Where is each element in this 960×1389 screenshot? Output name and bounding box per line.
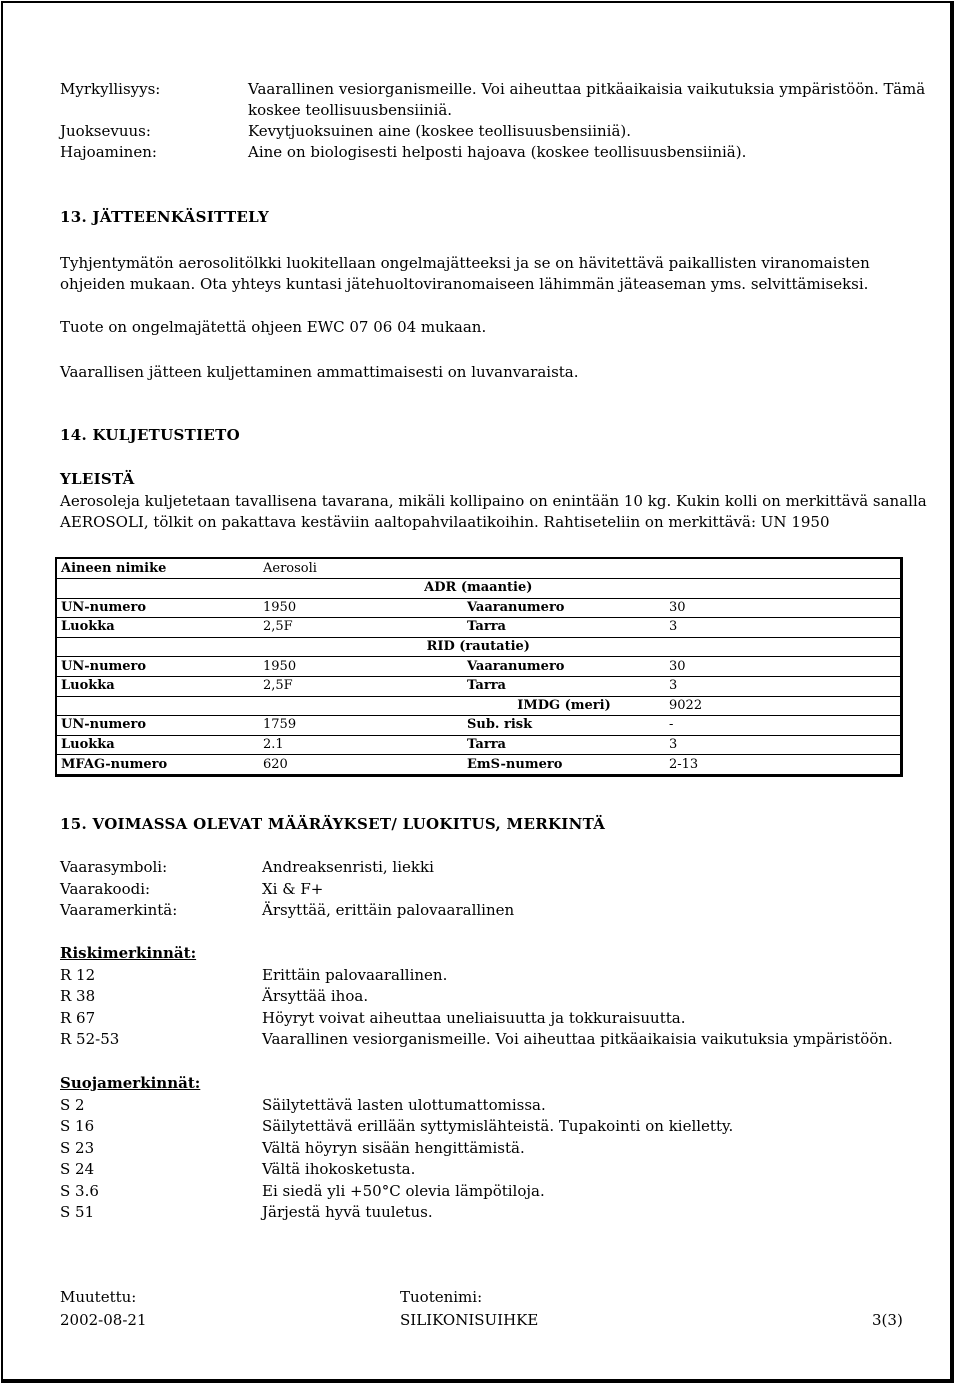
section-13-paragraph-3: Vaarallisen jätteen kuljettaminen ammattimaisesti on luvanvaraista.: [60, 363, 579, 381]
table-cell-value: -: [665, 716, 901, 736]
safety-text: Ei siedä yli +50°C olevia lämpötiloja.: [262, 1181, 545, 1200]
safety-code: S 3.6: [60, 1181, 99, 1200]
table-section-title: IMDG (meri): [463, 696, 665, 716]
table-cell-label: Luokka: [56, 676, 259, 696]
table-row: [56, 579, 901, 599]
table-cell-label: UN-numero: [56, 657, 259, 677]
table-row: [56, 618, 901, 638]
table-row: [56, 716, 901, 736]
risk-code: R 52-53: [60, 1030, 120, 1048]
transport-table: [55, 557, 903, 777]
table-cell-value: Aerosoli: [259, 558, 901, 579]
table-section-title: RID (rautatie): [56, 637, 901, 657]
hazard-label: Vaarasymboli:: [60, 858, 168, 876]
ecology-value: Kevytjuoksuinen aine (koskee teollisuusbensiiniä).: [248, 122, 632, 140]
table-row: [56, 735, 901, 755]
table-cell-label: Vaaranumero: [463, 598, 665, 618]
risk-codes: [60, 943, 196, 1051]
table-cell-label: EmS-numero: [463, 755, 665, 776]
table-cell-label: Tarra: [463, 618, 665, 638]
table-cell-label: MFAG-numero: [56, 755, 259, 776]
section-13-title: 13. JÄTTEENKÄSITTELY: [60, 208, 270, 226]
table-cell-label: Aineen nimike: [56, 558, 259, 579]
ecology-value: Vaarallinen vesiorganismeille. Voi aiheuttaa pitkäaikaisia vaikutuksia ympäristöön. Tämä: [248, 80, 926, 98]
ecology-label: Hajoaminen:: [60, 143, 157, 161]
safety-code: S 51: [60, 1203, 95, 1221]
table-cell-label: Luokka: [56, 735, 259, 755]
safety-text: Vältä höyryn sisään hengittämistä.: [262, 1138, 525, 1157]
hazard-label: Vaaramerkintä:: [60, 901, 178, 919]
safety-text: Järjestä hyvä tuuletus.: [262, 1203, 433, 1221]
footer-changed-date: 2002-08-21: [60, 1311, 147, 1329]
risk-text: Höyryt voivat aiheuttaa uneliaisuutta ja tokkuraisuutta.: [262, 1008, 686, 1027]
ecology-values: [248, 79, 926, 163]
safety-texts: [262, 1095, 733, 1224]
table-cell-value: 3: [665, 618, 901, 638]
table-row: [56, 676, 901, 696]
footer-product-name: SILIKONISUIHKE: [400, 1311, 539, 1329]
risk-text: Ärsyttää ihoa.: [262, 987, 369, 1005]
table-cell-label: Tarra: [463, 676, 665, 696]
hazard-labels: [60, 857, 177, 922]
table-row: [56, 696, 901, 716]
table-cell-label: Tarra: [463, 735, 665, 755]
footer-product-label: Tuotenimi:: [400, 1288, 483, 1306]
table-row: [56, 558, 901, 579]
footer-changed: [60, 1286, 146, 1332]
hazard-value: Andreaksenristi, liekki: [262, 858, 434, 876]
table-section-title: ADR (maantie): [56, 579, 901, 599]
section-14-paragraph: [60, 491, 927, 533]
section-14-title: 14. KULJETUSTIETO: [60, 426, 240, 444]
hazard-label: Vaarakoodi:: [60, 879, 151, 898]
risk-code: R 38: [60, 987, 96, 1005]
risk-text: Erittäin palovaarallinen.: [262, 965, 448, 984]
section-14-subtitle: YLEISTÄ: [60, 470, 135, 488]
paragraph-line: AEROSOLI, tölkit on pakattava kestäviin aaltopahvilaatikoihin. Rahtiseteliin on merkittävä: UN 1950: [60, 513, 830, 531]
safety-text: Vältä ihokosketusta.: [262, 1160, 416, 1178]
risk-code: R 12: [60, 965, 96, 984]
table-cell-value: 2,5F: [259, 676, 463, 696]
paragraph-line: ohjeiden mukaan. Ota yhteys kuntasi jätehuoltoviranomaiseen lähimmän jäteaseman yms. selvittämiseksi.: [60, 275, 869, 293]
section-13-paragraph-2: Tuote on ongelmajätettä ohjeen EWC 07 06 04 mukaan.: [60, 318, 487, 336]
table-row: [56, 755, 901, 776]
table-cell-value: 2,5F: [259, 618, 463, 638]
table-row: [56, 637, 901, 657]
risk-texts: [262, 965, 893, 1051]
footer-product: [400, 1286, 538, 1332]
ecology-label: Juoksevuus:: [60, 122, 151, 140]
risk-text: Vaarallinen vesiorganismeille. Voi aiheuttaa pitkäaikaisia vaikutuksia ympäristöön.: [262, 1030, 893, 1048]
table-cell-label: Vaaranumero: [463, 657, 665, 677]
table-cell-value: 2-13: [665, 755, 901, 776]
table-cell-value: 3: [665, 676, 901, 696]
ecology-value: koskee teollisuusbensiiniä.: [248, 101, 453, 119]
table-cell-value: 1950: [259, 598, 463, 618]
section-15-title: 15. VOIMASSA OLEVAT MÄÄRÄYKSET/ LUOKITUS, MERKINTÄ: [60, 815, 606, 833]
paragraph-line: Aerosoleja kuljetetaan tavallisena tavarana, mikäli kollipaino on enintään 10 kg. Kukin kolli on merkittävä sanalla: [60, 492, 927, 510]
section-13-paragraph-1: [60, 253, 910, 295]
hazard-value: Xi & F+: [262, 879, 324, 898]
safety-code: S 2: [60, 1095, 85, 1114]
safety-heading: Suojamerkinnät:: [60, 1074, 201, 1092]
ecology-label: Myrkyllisyys:: [60, 80, 161, 98]
table-cell-value: 620: [259, 755, 463, 776]
table-cell-value: 1759: [259, 716, 463, 736]
table-row: [56, 598, 901, 618]
table-cell-label: Sub. risk: [463, 716, 665, 736]
safety-text: Säilytettävä erillään syttymislähteistä. Tupakointi on kielletty.: [262, 1117, 734, 1135]
table-cell-value: 30: [665, 598, 901, 618]
safety-text: Säilytettävä lasten ulottumattomissa.: [262, 1095, 546, 1114]
table-cell-value: 3: [665, 735, 901, 755]
safety-code: S 16: [60, 1117, 95, 1135]
table-cell-value: 2.1: [259, 735, 463, 755]
ecology-labels: [60, 79, 250, 163]
table-cell-value: 1950: [259, 657, 463, 677]
table-row: [56, 657, 901, 677]
table-cell-label: UN-numero: [56, 598, 259, 618]
table-cell-label: Luokka: [56, 618, 259, 638]
risk-heading: Riskimerkinnät:: [60, 944, 197, 962]
safety-code: S 24: [60, 1160, 95, 1178]
table-cell-label: UN-numero: [56, 716, 259, 736]
safety-codes: [60, 1073, 200, 1224]
footer-page-number: 3(3): [872, 1311, 903, 1329]
safety-code: S 23: [60, 1138, 95, 1157]
risk-code: R 67: [60, 1008, 96, 1027]
footer-changed-label: Muutettu:: [60, 1288, 137, 1306]
hazard-value: Ärsyttää, erittäin palovaarallinen: [262, 901, 515, 919]
hazard-values: [262, 857, 514, 922]
table-cell-value: 30: [665, 657, 901, 677]
ecology-value: Aine on biologisesti helposti hajoava (koskee teollisuusbensiiniä).: [248, 143, 747, 161]
paragraph-line: Tyhjentymätön aerosolitölkki luokitellaan ongelmajätteeksi ja se on hävitettävä paikallisten viranomaisten: [60, 254, 870, 272]
table-cell-value: 9022: [665, 696, 901, 716]
